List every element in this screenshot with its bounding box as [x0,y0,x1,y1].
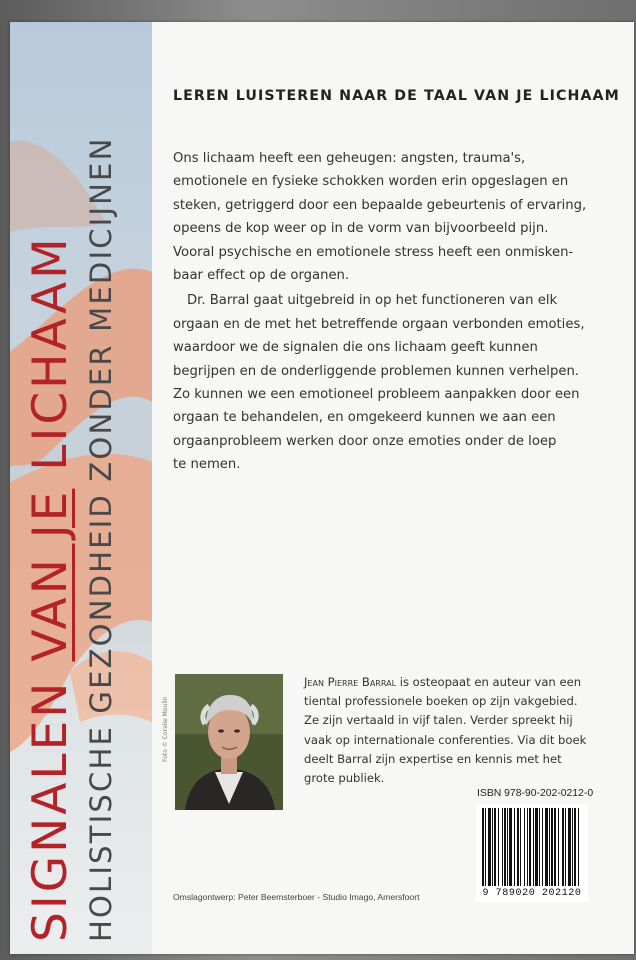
barcode-bar [520,808,521,886]
barcode-bar [498,808,499,886]
barcode-bar [565,808,566,886]
barcode-bar [494,808,496,886]
barcode-bar [562,808,564,886]
barcode-bar [542,808,543,886]
barcode-bar [504,808,506,886]
paragraph-1 [173,147,618,287]
bio-line: tiental professionele boeken op zijn vakgebied. [304,694,578,709]
title-signalen: SIGNALEN [23,661,78,942]
text-line: Vooral psychische en emotionele stress heeft een onmisken- [173,244,574,260]
barcode-bar [485,808,486,886]
title-lichaam: LICHAAM [23,235,78,489]
paragraph-2 [173,289,618,476]
author-bio [304,673,624,788]
text-line: Zo kunnen we een emotioneel probleem aanpakken door een [173,387,580,403]
barcode-bar [509,808,512,886]
barcode-bar [533,808,534,886]
barcode-bar [529,808,531,886]
barcode-bar [539,808,540,886]
barcode [476,804,588,902]
title-van-je: VAN JE [23,488,78,662]
barcode-bar [517,808,519,886]
bio-first-line: is osteopaat en auteur van een [396,675,582,689]
text-line: orgaan te behandelen, en omgekeerd kunnen we aan een [173,410,556,426]
text-line: orgaanprobleem werken door onze emoties onder de loep [173,433,557,449]
bio-line: vaak op internationale conferenties. Via dit boek [304,732,587,747]
barcode-bar [527,808,528,886]
cover-heading: LEREN LUISTEREN NAAR DE TAAL VAN JE LICHAAM [173,88,620,104]
barcode-bar [554,808,556,886]
barcode-bar [482,808,484,886]
isbn-label: ISBN 978-90-202-0212-0 [477,788,594,799]
bio-line [304,673,624,692]
text-line: opeens de kop weer op in de vorm van bijvoorbeeld pijn. [173,221,549,237]
barcode-bar [535,808,538,886]
text-line: baar effect op de organen. [173,268,350,284]
barcode-bar [514,808,515,886]
author-name: Jean Pierre Barral [304,675,397,689]
left-band [10,22,152,954]
barcode-bar [572,808,573,886]
photo-credit: Foto © Coralie Moulin [162,696,169,762]
barcode-bars [480,808,584,888]
barcode-bar [578,808,579,886]
spine-title [23,235,78,942]
barcode-bar [488,808,491,886]
barcode-bar [568,808,571,886]
text-line: te nemen. [173,457,241,473]
barcode-bar [492,808,493,886]
text-line: orgaan en de met het betreffende orgaan verbonden emoties, [173,316,585,332]
text-line: waardoor we de signalen die ons lichaam geeft kunnen [173,340,538,356]
text-line: Dr. Barral gaat uitgebreid in op het functioneren van elk [187,293,558,309]
barcode-bar [545,808,548,886]
barcode-bar [558,808,559,886]
text-line: begrijpen en de onderliggende problemen kunnen verhelpen. [173,363,580,379]
barcode-number: 9 789020 202120 [482,888,582,899]
spine-subtitle: HOLISTISCHE GEZONDHEID ZONDER MEDICIJNEN [84,136,118,942]
blurb [173,147,618,477]
barcode-bar [507,808,508,886]
author-photo [175,674,283,810]
barcode-bar [524,808,525,886]
text-line: steken, getriggerd door een bepaalde gebeurtenis of ervaring, [173,197,587,213]
barcode-bar [574,808,576,886]
bio-line: grote publiek. [304,771,385,786]
author-portrait [175,674,283,810]
bio-line: Ze zijn vertaald in vijf talen. Verder spreekt hij [304,713,573,728]
book-back-cover [10,22,634,954]
cover-designer-credit: Omslagontwerp: Peter Beemsterboer - Studio Imago, Amersfoort [173,892,420,902]
bio-line: deelt Barral zijn expertise en kennis met het [304,751,562,766]
text-line: emotionele en fysieke schokken worden erin opgeslagen en [173,174,569,190]
barcode-bar [551,808,553,886]
barcode-bar [502,808,503,886]
barcode-bar [549,808,550,886]
text-line: Ons lichaam heeft een geheugen: angsten, trauma's, [173,151,526,166]
